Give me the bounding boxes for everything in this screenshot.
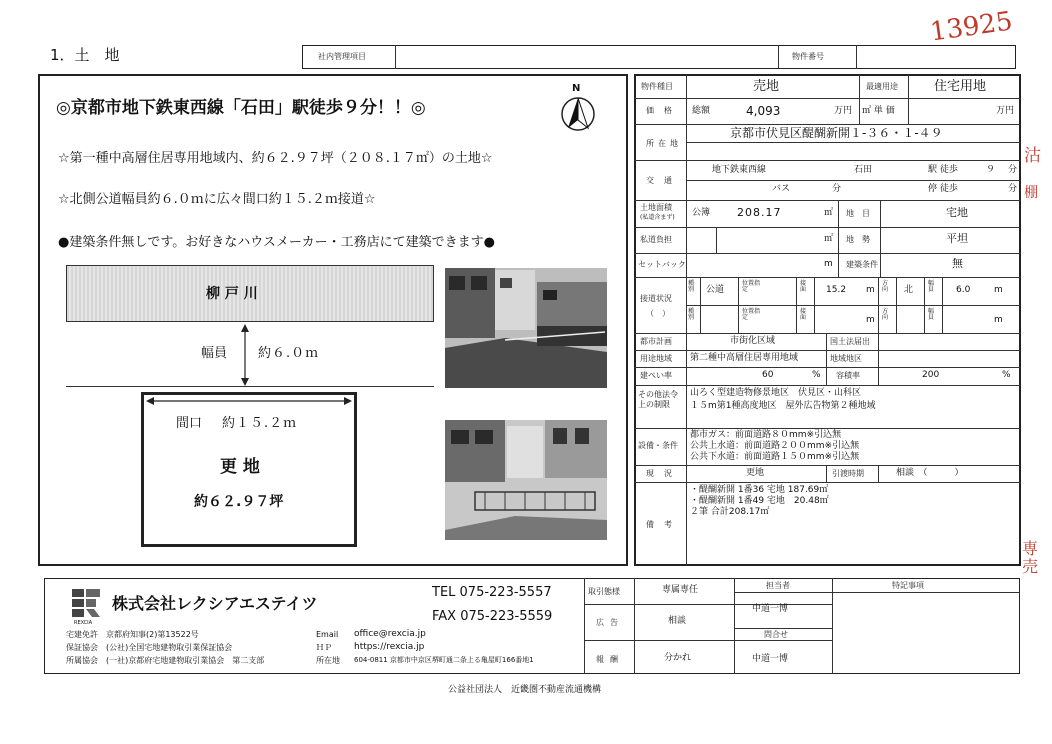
feature-line-1: ☆第一種中高層住居専用地域内、約６２.９７坪（２０８.１７㎡）の土地☆ [58, 151, 493, 166]
property-no-label: 物件番号 [792, 52, 824, 61]
walk-min-unit: 分 [1008, 165, 1018, 175]
photo-street-2 [445, 420, 607, 540]
far-label: 容積率 [836, 371, 860, 380]
header-bar [302, 45, 1016, 69]
access-paren: （ ） [646, 309, 670, 318]
station-name: 石田 [854, 165, 873, 175]
price-unit: 万円 [834, 106, 853, 116]
email-label: Email [316, 630, 339, 639]
addr-value: 604-0811 京都市中京区堺町通二条上る亀屋町166番地1 [354, 656, 534, 664]
terrain-value: 平坦 [946, 232, 968, 245]
frontage-value: 約１５.２ｍ [222, 416, 298, 431]
email-value: office@rexcia.jp [354, 629, 426, 639]
frontage-m-1: m [866, 285, 875, 295]
width-label-1: 幅員 [928, 280, 935, 293]
hp-value: https://rexcia.jp [354, 642, 425, 652]
feature-line-2: ☆北側公道幅員約６.０ｍに広々間口約１５.２ｍ接道☆ [58, 192, 376, 207]
position-label-2: 位置指定 [742, 308, 761, 321]
toku-label: 特記事項 [892, 581, 924, 590]
address-value: 京都市伏見区醍醐新開１-３６・１-４９ [730, 126, 943, 140]
internal-label: 社内管理項目 [318, 52, 366, 61]
road-width-label: 幅員 [201, 346, 228, 361]
terrain-label: 地 勢 [846, 235, 870, 244]
ad-label: 広告 [596, 618, 624, 627]
frontage-label-1: 接面 [800, 280, 807, 293]
other-label: その他法令上の制限 [638, 390, 678, 409]
toiawase-value: 中道一博 [752, 654, 789, 664]
utility-line-1: 都市ガス：前面道路８０mm※引込無 [690, 430, 842, 440]
toiawase-label: 問合せ [764, 630, 788, 639]
direction-label-1: 方向 [882, 280, 889, 293]
company-fax: FAX 075-223-5559 [432, 609, 553, 624]
frontage-label-2: 接面 [800, 308, 807, 321]
position-label-1: 位置指定 [742, 280, 761, 293]
frontage-arrow [146, 396, 352, 406]
torihiki-value: 専属専任 [662, 585, 699, 595]
frontage-m-2: m [866, 315, 875, 325]
handwritten-mark-bottom: 専売 [1022, 539, 1039, 576]
access-label: 接道状況 [640, 294, 672, 303]
logo-text: REXCIA [74, 620, 93, 626]
handwritten-number: 13925 [928, 6, 1015, 48]
build-cond-value: 無 [952, 257, 963, 270]
company-logo [72, 589, 102, 626]
best-use-value: 住宅用地 [934, 79, 987, 94]
nlup-label: 国土法届出 [830, 337, 870, 346]
registry-label: 公簿 [692, 208, 711, 218]
handover-label: 引渡時期 [832, 469, 864, 478]
status-label: 現況 [646, 469, 682, 478]
public-road: 公道 [706, 285, 725, 295]
association: 所属協会 (一社)京都府宅地建物取引業協会 第二支部 [66, 656, 265, 665]
zoning-label: 用途地域 [640, 354, 672, 363]
section-title: 1．土 地 [50, 46, 120, 64]
station-walk-label: 駅 徒歩 [928, 165, 958, 175]
city-plan-label: 都市計画 [640, 337, 672, 346]
company-tel: TEL 075-223-5557 [432, 585, 552, 600]
tanto-value: 中道一博 [752, 604, 789, 614]
torihiki-label: 取引態様 [588, 587, 620, 596]
setback-unit: m [824, 259, 833, 269]
bus-min-unit: 分 [832, 184, 842, 194]
line-name: 地下鉄東西線 [712, 165, 767, 175]
walk-minutes: ９ [986, 165, 996, 175]
note-line-1: ・醍醐新開 1番36 宅地 187.69㎡ [690, 485, 829, 495]
utility-line-2: 公共上水道：前面道路２００mm※引込無 [690, 441, 860, 451]
direction-value: 北 [904, 285, 914, 295]
unit-price-unit: 万円 [996, 106, 1015, 116]
addr-label: 所在地 [316, 656, 340, 665]
frontage-label: 間口 [176, 416, 203, 431]
notes-label: 備考 [646, 520, 682, 529]
headline: ◎京都市地下鉄東西線「石田」駅徒歩９分！！◎ [56, 98, 426, 118]
fee-label: 報酬 [596, 655, 624, 664]
guarantee: 保証協会 (公社)全国宅地建物取引業保証協会 [66, 643, 233, 652]
width-label-2: 幅員 [928, 308, 935, 321]
traffic-label: 交通 [646, 176, 682, 185]
ad-value: 相談 [668, 616, 687, 626]
kind-label-2: 種別 [688, 308, 695, 321]
hp-label: ＨＰ [316, 643, 332, 652]
chimoku-label: 地 目 [846, 209, 870, 218]
land-area-value: 208.17 [737, 206, 782, 219]
handwritten-mark-top: 沽 [1024, 146, 1041, 166]
type-label: 物件種目 [641, 82, 673, 91]
width-m-1: m [994, 285, 1003, 295]
other-line-1: 山ろく型建造物修景地区 伏見区・山科区 [690, 388, 862, 398]
private-road-unit: ㎡ [824, 234, 834, 244]
status-value: 更地 [746, 468, 765, 478]
private-road-label: 私道負担 [640, 235, 672, 244]
river-label: 柳 戸 川 [206, 286, 258, 302]
north-label: N [572, 83, 581, 94]
lot-type: 更 地 [220, 457, 260, 477]
tanto-label: 担当者 [766, 581, 790, 590]
zoning-value: 第二種中高層住居専用地域 [690, 353, 799, 363]
price-total: 4,093 [746, 104, 781, 118]
land-area-label: 土地面積 [640, 203, 672, 212]
north-arrow [556, 83, 600, 132]
bus-stop-min-unit: 分 [1008, 184, 1018, 194]
utility-label: 設備・条件 [638, 441, 678, 450]
width-m-2: m [994, 315, 1003, 325]
price-label: 価格 [646, 106, 682, 115]
kind-label-1: 種別 [688, 280, 695, 293]
price-total-label: 総額 [692, 106, 711, 116]
type-value: 売地 [753, 79, 780, 94]
address-label: 所在地 [646, 139, 682, 148]
setback-label: セットバック [638, 260, 686, 269]
district-label: 地域地区 [830, 354, 862, 363]
feature-line-3: ●建築条件無しです。お好きなハウスメーカー・工務店にて建築できます● [58, 235, 495, 250]
fee-value: 分かれ [664, 653, 692, 663]
photo-street-1 [445, 268, 607, 388]
utility-line-3: 公共下水道：前面道路１５０mm※引込無 [690, 452, 860, 462]
bus-stop-label: 停 徒歩 [928, 184, 958, 194]
other-line-2: １５m第1種高度地区 屋外広告物第２種地域 [690, 401, 876, 411]
handover-value: 相談 （ ） [896, 468, 964, 478]
handwritten-mark-mid: 棚 [1024, 185, 1038, 201]
city-plan-value: 市街化区域 [730, 336, 776, 346]
bcr-label: 建ぺい率 [640, 371, 672, 380]
company-name: 株式会社レクシアエステイツ [112, 594, 318, 613]
far-value: 200 [922, 370, 940, 380]
license: 宅建免許 京都府知事(2)第13522号 [66, 630, 199, 639]
bcr-value: 60 [762, 370, 774, 380]
road-width-value: 約６.０ｍ [258, 346, 320, 361]
note-line-2: ・醍醐新開 1番49 宅地 20.48㎡ [690, 496, 829, 506]
unit-price-label: ㎡ 単 価 [862, 106, 895, 116]
bottom-organization: 公益社団法人 近畿圏不動産流通機構 [448, 685, 602, 695]
far-unit: % [1002, 370, 1011, 380]
direction-label-2: 方向 [882, 308, 889, 321]
bcr-unit: % [812, 370, 821, 380]
build-cond-label: 建築条件 [846, 260, 878, 269]
chimoku-value: 宅地 [946, 206, 968, 219]
road-width-arrow [238, 324, 252, 386]
best-use-label: 最適用途 [866, 82, 898, 91]
land-area-sub: (私道含まず) [640, 214, 675, 221]
lot-size: 約６２.９７坪 [194, 494, 284, 510]
width-value: 6.0 [956, 285, 971, 295]
note-line-3: ２筆 合計208.17㎡ [690, 507, 770, 517]
frontage-value: 15.2 [826, 285, 847, 295]
bus-label: バス [772, 184, 791, 194]
land-area-unit: ㎡ [824, 208, 834, 218]
